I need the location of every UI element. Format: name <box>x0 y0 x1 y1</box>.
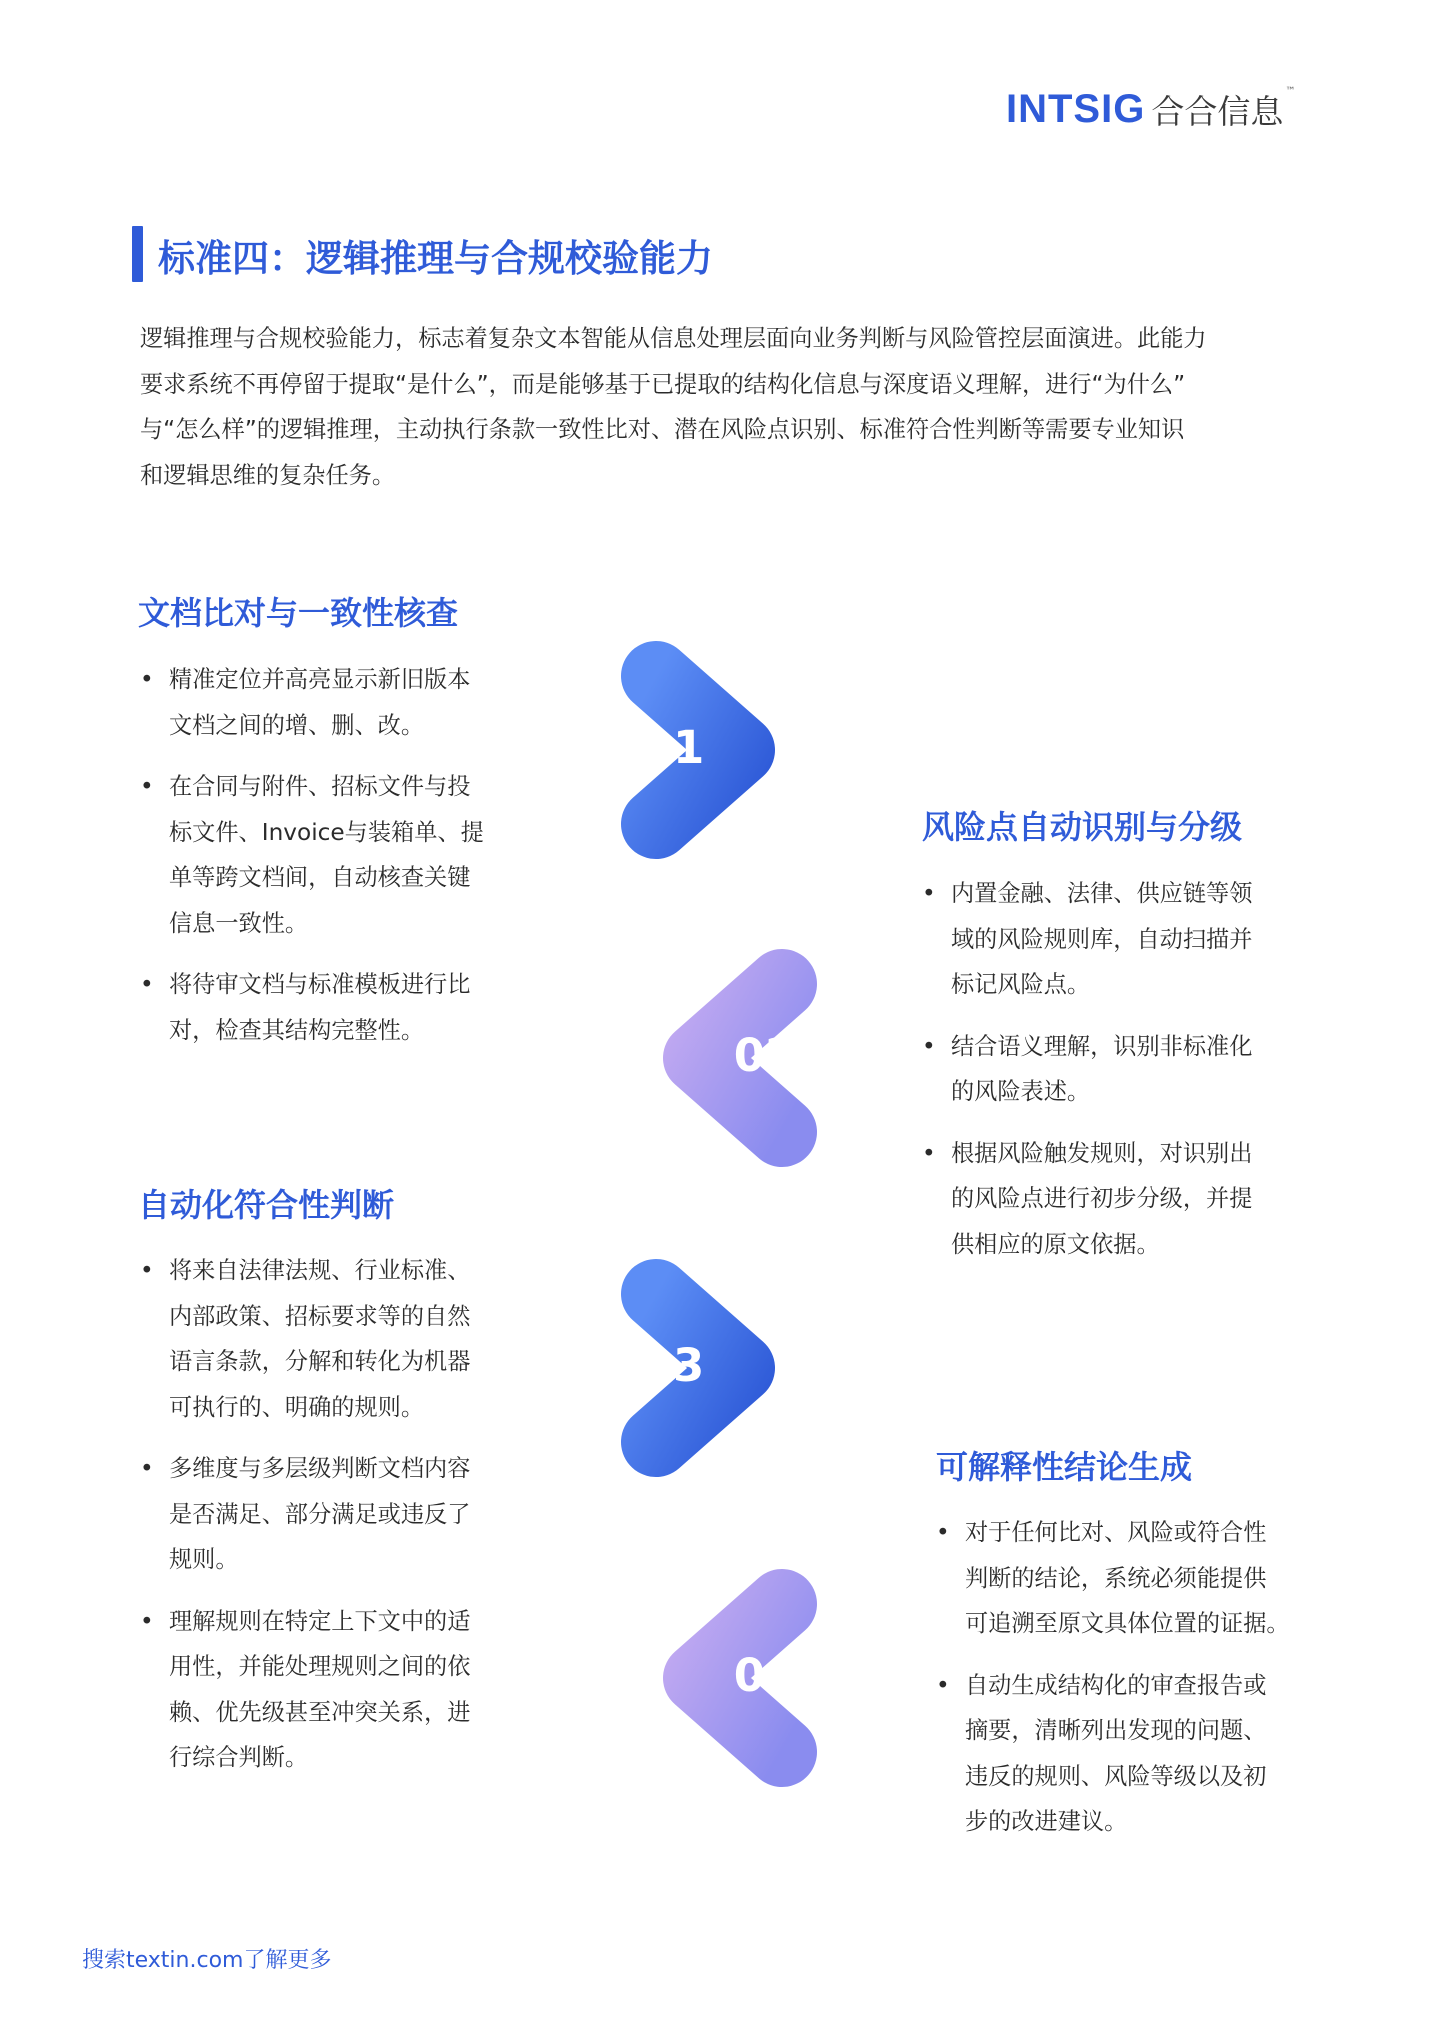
list-item: • 在合同与附件、招标文件与投 标文件、Invoice与装箱单、提 单等跨文档间，自动核查关键 信息一致性。 <box>140 764 520 946</box>
arrow-right-01-icon <box>540 640 806 860</box>
list-item: • 将来自法律法规、行业标准、 内部政策、招标要求等的自然 语言条款，分解和转化为机器 可执行的、明确的规则。 <box>140 1248 520 1430</box>
section-intro-paragraph: 逻辑推理与合规校验能力，标志着复杂文本智能从信息处理层面向业务判断与风险管控层面演进。此能力 要求系统不再停留于提取“是什么”，而是能够基于已提取的结构化信息与深度语义理解，进行“为什么” 与“怎么样”的逻辑推理，主动执行条款一致性比对、潜在风险点识别、标准符合性判断等需要专业知识 和逻辑思维的复杂任务。 <box>140 325 1207 489</box>
logo-wordmark: INTSIG <box>1006 87 1146 131</box>
arrow-number-01: 01 <box>641 721 705 774</box>
list-item: • 理解规则在特定上下文中的适 用性，并能处理规则之间的依 赖、优先级甚至冲突关系，进 行综合判断。 <box>140 1599 520 1781</box>
capability-title-02: 风险点自动识别与分级 <box>922 808 1243 846</box>
list-item: • 内置金融、法律、供应链等领 域的风险规则库，自动扫描并 标记风险点。 <box>922 871 1312 1008</box>
trademark-symbol: ™ <box>1285 86 1296 97</box>
arrow-number-03: 03 <box>641 1339 705 1392</box>
capability-list-01 <box>140 657 520 1069</box>
intsig-logo <box>1006 86 1295 133</box>
list-item: • 将待审文档与标准模板进行比 对，检查其结构完整性。 <box>140 962 520 1053</box>
footer-search-link[interactable]: 搜索textin.com了解更多 <box>82 1948 332 1973</box>
capability-list-02 <box>922 871 1312 1283</box>
logo-chinese-name: 合合信息 <box>1151 92 1284 131</box>
list-item: • 根据风险触发规则，对识别出 的风险点进行初步分级，并提 供相应的原文依据。 <box>922 1131 1312 1268</box>
arrow-number-02: 02 <box>733 1029 797 1082</box>
capability-title-04: 可解释性结论生成 <box>936 1448 1193 1486</box>
list-item: • 结合语义理解，识别非标准化 的风险表述。 <box>922 1024 1312 1115</box>
arrow-left-02-icon <box>632 948 898 1168</box>
arrow-right-03-icon <box>540 1258 806 1478</box>
arrow-number-04: 04 <box>733 1649 797 1702</box>
list-item: • 对于任何比对、风险或符合性 判断的结论，系统必须能提供 可追溯至原文具体位置的证据。 <box>936 1510 1336 1647</box>
arrow-left-04-icon <box>632 1568 898 1788</box>
capability-list-03 <box>140 1248 520 1797</box>
list-item: • 自动生成结构化的审查报告或 摘要，清晰列出发现的问题、 违反的规则、风险等级以及初 步的改进建议。 <box>936 1663 1336 1845</box>
section-title: 标准四：逻辑推理与合规校验能力 <box>158 237 713 280</box>
list-item: • 多维度与多层级判断文档内容 是否满足、部分满足或违反了 规则。 <box>140 1446 520 1583</box>
section-title-accent-bar <box>132 226 143 282</box>
list-item: • 精准定位并高亮显示新旧版本 文档之间的增、删、改。 <box>140 657 520 748</box>
capability-title-01: 文档比对与一致性核查 <box>138 594 459 632</box>
capability-title-03: 自动化符合性判断 <box>138 1186 395 1224</box>
capability-list-04 <box>936 1510 1336 1861</box>
